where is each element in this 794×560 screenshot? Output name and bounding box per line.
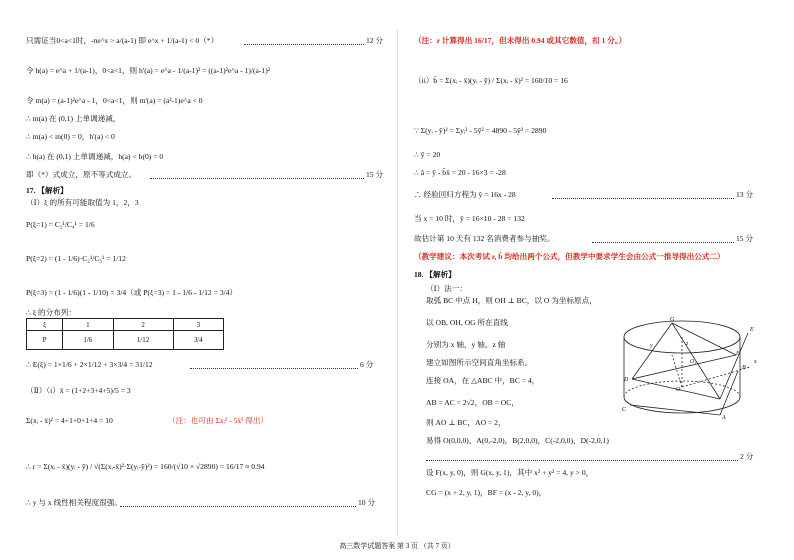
left-line-10: P(ξ=1) = C₂¹/C₄¹ = 1/6 [26,220,95,229]
right-line-4: ∴ â = ȳ - b̂x̄ = 20 - 16×3 = -28 [414,168,506,177]
cylinder-diagram [620,315,770,425]
score-leader [120,506,356,507]
figure-label: A [722,415,726,421]
column-divider [397,30,398,535]
table-cell: 3 [173,319,223,331]
left-line-9: （Ⅰ）ξ 的所有可能取值为 1，2，3 [26,198,139,207]
left-line-3: 令 m(a) = (a-1)²e^a - 1，0<a<1，则 m'(a) = (a²-1)e^a < 0 [26,96,203,105]
table-row [27,319,224,331]
figure-label: O₁ [690,359,697,365]
left-line-6: ∴ h(a) 在 (0,1) 上单调递减，h(a) < h(0) = 0 [26,152,164,161]
score-label: 2 分 [740,452,754,461]
score-label: 12 分 [366,36,384,45]
table-cell: P [27,331,63,350]
right-line-14: 连接 OA，在 △ABC 中，BC = 4， [426,376,540,385]
question-18-heading: 18. 【解析】 [414,270,456,279]
score-leader [190,368,358,369]
red-note: （注：r 计算得出 16/17，但未得出 0.94 或其它数值，扣 1 分。） [414,36,627,45]
left-line-11: P(ξ=2) = (1 - 1/6)·C₂¹/C₅¹ = 1/12 [26,254,126,263]
score-leader [150,178,364,179]
figure-label: G [670,317,675,323]
teaching-note: （教学建议：本次考试 r, b̂ 均给出两个公式，但教学中要求学生会由公式一推导得出公式二） [414,252,725,261]
question-17-heading: 17. 【解析】 [26,186,68,195]
figure-label: y [650,343,653,349]
right-line-17: 易得 O(0,0,0)，A(0,-2,0)，B(2,0,0)，C(-2,0,0)，D(-2,0,1) [426,436,609,445]
figure-label: E [750,327,754,333]
left-line-15: （Ⅱ）（i）x̄ = (1+2+3+4+5)/5 = 3 [26,386,131,395]
score-label: 13 分 [736,190,754,199]
score-label: 15 分 [366,170,384,179]
score-label: 6 分 [360,360,374,369]
figure-label: D [624,377,629,383]
right-line-10: 取弧 BC 中点 H，则 OH ⊥ BC，以 O 为坐标原点， [426,296,597,305]
right-line-2: ∵ Σ(yᵢ - ȳ)² = Σyᵢ² - 5ȳ² = 4890 - 5ȳ² = 2890 [414,126,547,135]
right-line-19: CG = (x + 2, y, 1)，BF = (x - 2, y, 0)， [426,488,547,497]
table-cell: 3/4 [173,331,223,350]
right-line-6: 当 x = 10 时，ŷ = 16×10 - 28 = 132 [414,214,525,223]
right-line-11: 以 OB, OH, OG 所在直线 [426,318,508,327]
left-line-18: ∴ y 与 x 线性相关程度很强。 [26,498,122,507]
score-leader [244,44,364,45]
table-cell: 2 [113,319,173,331]
left-line-1: 只需证当0<a<1时，-ne^x > a/(a-1) 即 e^x + 1/(a-1) < 0（*） [26,36,219,45]
left-line-7: 即（*）式成立，原不等式成立。 [26,170,137,179]
figure-label: B [742,365,746,371]
left-line-5: ∴ m(a) < m(0) = 0，h'(a) < 0 [26,132,115,141]
figure-label: O [676,387,681,393]
table-cell: 1/6 [63,331,113,350]
left-line-4: ∴ m(a) 在 (0,1) 上单调递减， [26,114,121,123]
red-note: （注：也可由 Σxᵢ² - 5x̄² 得出） [168,416,269,425]
figure-label: x [754,359,757,365]
right-line-7: 故估计第 10 天有 132 名消费者参与抽奖。 [414,234,555,243]
figure-label: F [736,351,740,357]
score-leader [592,242,734,243]
score-label: 15 分 [736,234,754,243]
right-line-5: ∴ 经验回归方程为 ŷ = 16x - 28 [414,190,516,199]
score-leader [552,198,734,199]
left-line-17: ∴ r = Σ(xᵢ - x̄)(yᵢ - ȳ) / √(Σ(xᵢ-x̄)²·Σ(yᵢ-ȳ)²) = 160/(√10 × √2890) = 16/17 ≈ 0.94 [26,462,265,471]
left-line-16: Σ(xᵢ - x̄)² = 4+1+0+1+4 = 10 [26,416,113,425]
score-label: 10 分 [358,498,376,507]
right-line-12: 分别为 x 轴，y 轴，z 轴 [426,340,506,349]
left-line-12: P(ξ=3) = (1 - 1/6)(1 - 1/10) = 3/4（或 P(ξ=3) = 1 - 1/6 - 1/12 = 3/4） [26,288,238,297]
right-line-13: 建立如图所示空间直角坐标系。 [426,358,533,367]
right-line-16: 则 AO ⊥ BC，AO = 2， [426,418,506,427]
right-line-15: AB = AC = 2√2，OB = OC， [426,398,519,407]
table-row [27,331,224,350]
score-leader [426,460,738,461]
distribution-table [26,318,224,350]
right-line-3: ∴ ȳ = 20 [414,150,441,159]
figure-label: z [686,341,689,347]
right-line-9: （Ⅰ）法一： [426,284,467,293]
left-line-2: 令 h(a) = e^a + 1/(a-1)，0<a<1，则 h'(a) = e^a - 1/(a-1)² = ((a-1)²e^a - 1)/(a-1)² [26,66,271,75]
table-cell: 1 [63,319,113,331]
left-line-14: ∴ E(ξ) = 1×1/6 + 2×1/12 + 3×3/4 = 31/12 [26,360,153,369]
right-line-1: （ii）b̂ = Σ(xᵢ - x̄)(yᵢ - ȳ) / Σ(xᵢ - x̄)² = 160/10 = 16 [414,76,568,85]
page-footer: 高三数学试题答案 第 3 页 （共 7 页） [339,542,455,550]
left-line-13: ∴ ξ 的分布列： [26,308,76,317]
right-line-18: 设 F(x, y, 0)，则 G(x, y, 1)，其中 x² + y² = 4, y > 0， [426,468,594,477]
table-cell: ξ [27,319,63,331]
figure-label: C [622,407,627,413]
table-cell: 1/12 [113,331,173,350]
